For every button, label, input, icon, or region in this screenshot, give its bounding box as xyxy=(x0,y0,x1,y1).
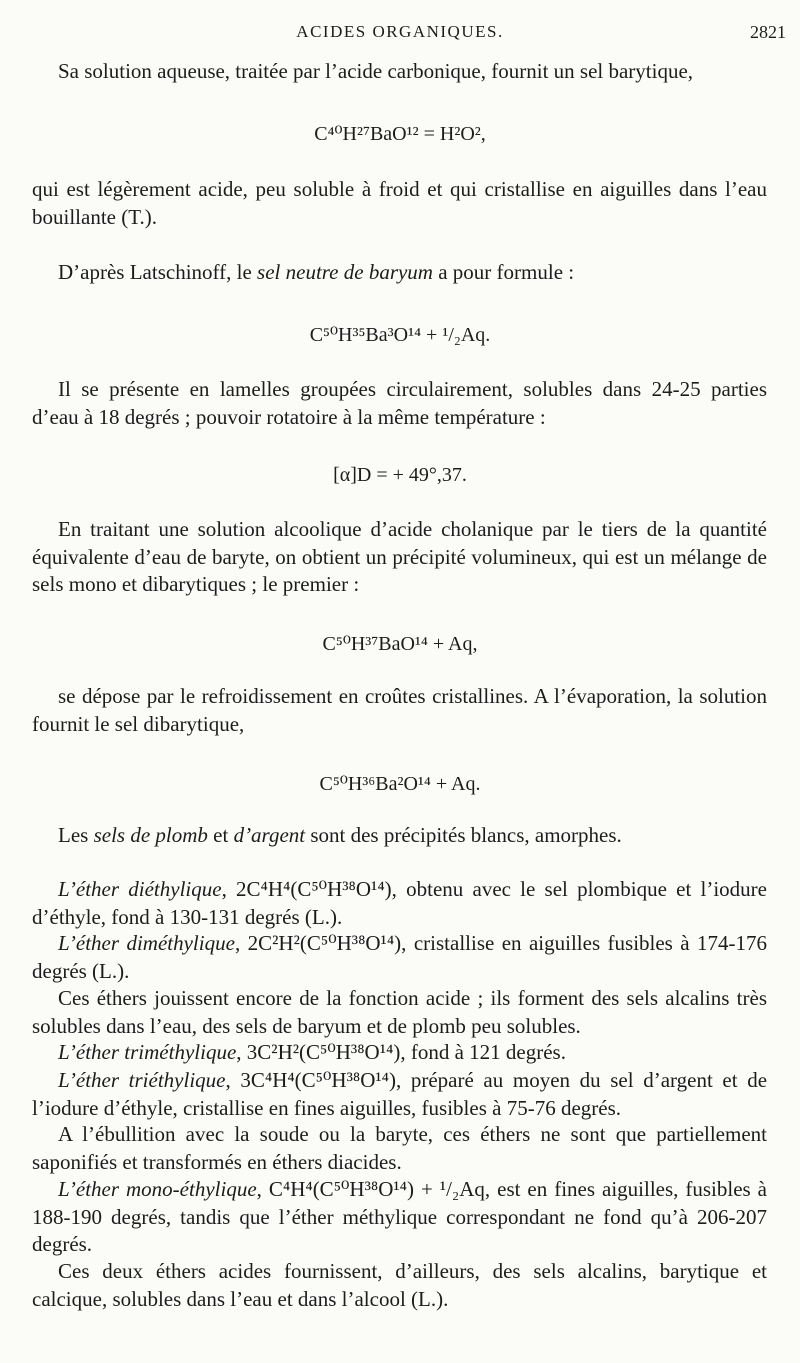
text-italic-dimethyl: L’éther diméthylique xyxy=(58,931,235,955)
formula-rotatory-power: [α]D = + 49°,37. xyxy=(333,464,467,486)
inline-formula-diethyl: 2C⁴H⁴(C⁵⁰H³⁸O¹⁴) xyxy=(236,877,392,901)
paragraph-acid-solubility: qui est légèrement acide, peu soluble à froid et qui cristallise en aiguilles dans l’eau bouillante (T.). xyxy=(32,177,767,229)
paragraph-lead-silver-salts xyxy=(32,822,767,850)
text-segment: sont des précipités blancs, amorphes. xyxy=(305,823,622,847)
paragraph-barytic-salt: Sa solution aqueuse, traitée par l’acide carbonique, fournit un sel barytique, xyxy=(58,59,694,83)
paragraph-cholanic-acid: En traitant une solution alcoolique d’acide cholanique par le tiers de la quantité équivalente d’eau de baryte, on obtient un précipité volumineux, qui est un mélange de sels mono et dibarytiques ; le premier : xyxy=(32,517,767,596)
text-segment: Les xyxy=(58,823,94,847)
paragraph-acid-ethers-salts: Ces deux éthers acides fournissent, d’ailleurs, des sels alcalins, barytique et calcique, solubles dans l’eau et dans l’alcool (L.). xyxy=(32,1259,767,1311)
inline-formula-dimethyl: 2C²H²(C⁵⁰H³⁸O¹⁴) xyxy=(247,931,402,955)
paragraph-ether-acid-function: Ces éthers jouissent encore de la fonction acide ; ils forment des sels alcalins très solubles dans l’eau, des sels de baryum et de plomb peu solubles. xyxy=(32,986,767,1038)
paragraph-trimethyl-ether: L’éther triméthylique, 3C²H²(C⁵⁰H³⁸O¹⁴), fond à 121 degrés. xyxy=(58,1040,566,1064)
running-title: ACIDES ORGANIQUES. xyxy=(296,22,504,41)
paragraph-triethyl-ether: L’éther triéthylique, 3C⁴H⁴(C⁵⁰H³⁸O¹⁴), préparé au moyen du sel d’argent et de l’iodure d’éthyle, cristallise en fines aiguilles, fusibles à 75-76 degrés. xyxy=(32,1068,768,1120)
text-segment: a pour formule : xyxy=(432,260,575,284)
text-segment: , préparé au moyen du sel d’argent et de l’iodure d’éthyle, cristallise en fines aiguilles, fusibles à 75-76 degrés. xyxy=(32,1068,768,1120)
formula-mono-barytic: C⁵⁰H³⁷BaO¹⁴ + Aq, xyxy=(322,633,478,655)
paragraph-evaporation: se dépose par le refroidissement en croûtes cristallines. A l’évaporation, la solution fournit le sel dibarytique, xyxy=(32,684,767,736)
text-segment: , fond à 121 degrés. xyxy=(400,1040,566,1064)
paragraph-mono-ethyl-ether: L’éther mono-éthylique, C⁴H⁴(C⁵⁰H³⁸O¹⁴) + ¹/₂Aq, est en fines aiguilles, fusibles à 188-190 degrés, tandis que l’éther méthylique correspondant ne fond qu’à 206-207 degrés. xyxy=(32,1177,768,1256)
inline-formula-trimethyl: 3C²H²(C⁵⁰H³⁸O¹⁴) xyxy=(246,1040,401,1064)
page-header xyxy=(0,14,800,44)
text-segment: D’après Latschinoff, le xyxy=(58,260,258,284)
paragraph-lamellae: Il se présente en lamelles groupées circulairement, solubles dans 24-25 parties d’eau à 18 degrés ; pouvoir rotatoire à la même température : xyxy=(32,377,767,429)
text-segment: , cristallise en aiguilles fusibles à 174-176 degrés (L.). xyxy=(32,931,768,983)
text-italic-monoethyl: L’éther mono-éthylique xyxy=(58,1177,257,1201)
text-italic-trimethyl: L’éther triméthylique xyxy=(58,1040,237,1064)
text-italic-lead: sels de plomb xyxy=(93,823,208,847)
text-italic-diethyl: L’éther diéthylique xyxy=(58,877,222,901)
text-segment: , obtenu avec le sel plombique et l’iodure d’éthyle, fond à 130-131 degrés (L.). xyxy=(32,877,767,929)
text-italic-triethyl: L’éther triéthylique xyxy=(58,1068,226,1092)
paragraph-latschinoff xyxy=(32,259,767,287)
text-segment: et xyxy=(207,823,234,847)
formula-neutral-salt: C⁵⁰H³⁵Ba³O¹⁴ + ¹/₂Aq. xyxy=(309,324,491,346)
formula-dibarytic: C⁵⁰H³⁶Ba²O¹⁴ + Aq. xyxy=(319,773,481,795)
page-number: 2821 xyxy=(750,22,786,42)
text-segment: , est en fines aiguilles, fusibles à 188-190 degrés, tandis que l’éther méthylique correspondant ne fond qu’à 206-207 degrés. xyxy=(32,1177,768,1256)
inline-formula-triethyl: 3C⁴H⁴(C⁵⁰H³⁸O¹⁴) xyxy=(240,1068,396,1092)
paragraph-diethyl-ether: L’éther diéthylique, 2C⁴H⁴(C⁵⁰H³⁸O¹⁴), obtenu avec le sel plombique et l’iodure d’éthyle, fond à 130-131 degrés (L.). xyxy=(32,877,767,929)
text-italic-silver: d’argent xyxy=(233,823,306,847)
paragraph-dimethyl-ether: L’éther diméthylique, 2C²H²(C⁵⁰H³⁸O¹⁴), cristallise en aiguilles fusibles à 174-176 degrés (L.). xyxy=(32,931,768,983)
formula-barytic-salt: C⁴⁰H²⁷BaO¹² = H²O², xyxy=(314,123,486,145)
paragraph-saponification: A l’ébullition avec la soude ou la baryte, ces éthers ne sont que partiellement saponifiés et transformés en éthers diacides. xyxy=(32,1122,767,1174)
inline-formula-monoethyl: C⁴H⁴(C⁵⁰H³⁸O¹⁴) + ¹/₂Aq xyxy=(268,1177,485,1201)
text-italic-neutral-salt: sel neutre de baryum xyxy=(257,260,433,284)
